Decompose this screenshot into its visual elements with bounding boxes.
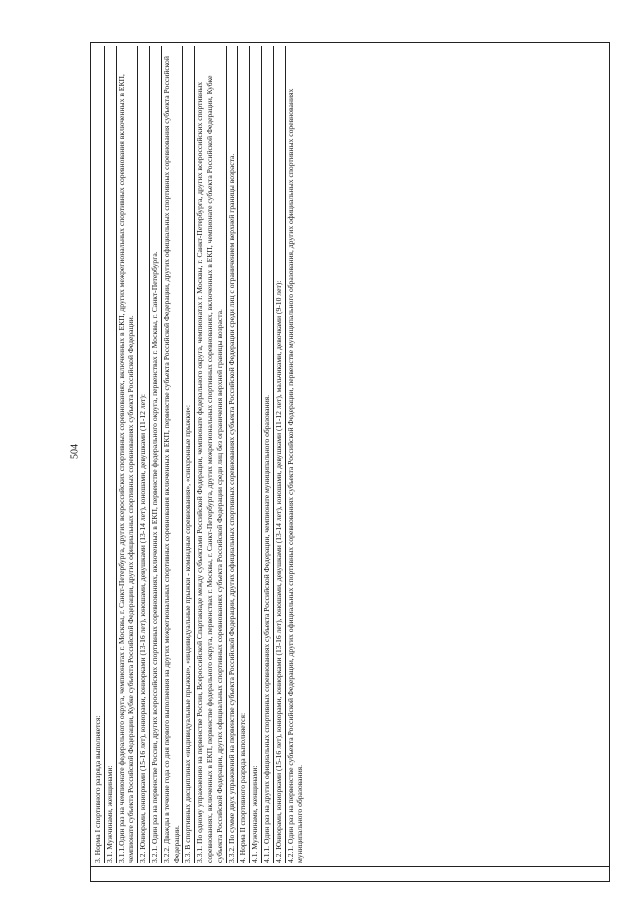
rotated-table-area xyxy=(90,42,610,882)
norms-table xyxy=(90,42,610,882)
table-row: 3.2. Юниорами, юниорками (15-16 лет), юниорами, юниорками (13-16 лет), юношами, девушками (13-14 лет), юношами, девушками (11-12 лет): xyxy=(138,46,150,863)
table-row: 3.3. В спортивных дисциплинах «индивидуальные прыжки», «индивидуальные прыжки - командные соревнования», «синхронные прыжки»: xyxy=(183,46,195,863)
table-content-column xyxy=(91,43,609,866)
table-row: 4.1. Мужчинами, женщинами: xyxy=(250,46,262,863)
table-row: 4. Норма II спортивного разряда выполняется: xyxy=(238,46,250,863)
table-row: 3.1. Мужчинами, женщинами: xyxy=(105,46,117,863)
table-row: 3.3.1. По одному упражнению на первенстве России, Всероссийской Спартакиаде между субъектами Российской Федерации, чемпионате федерального округа, чемпионатах г. Москвы, г. Санкт-Петербурга, других всероссийских спортивных соревнованиях, включенных в ЕКП, первенстве федерального округа, первенствах г. Москвы, г. Санкт-Петербурга, других межрегиональных спортивных соревнованиях, включенных в ЕКП, чемпионате субъекта Российской Федерации, Кубке субъекта Российской Федерации, других официальных спортивных соревнованиях субъекта Российской Федерации среди лиц без ограничения верхней границы возраста. xyxy=(195,46,226,863)
table-row: 4.2.1. Один раз на первенстве субъекта Российской Федерации, других официальных спортивных соревнованиях субъекта Российской Федерации, первенстве муниципального образования, других официальных спортивных соревнованиях муниципального образования. xyxy=(285,88,305,863)
table-row: 4.1.1. Один раз на других официальных спортивных соревнованиях субъекта Российской Федерации, чемпионате муниципального образования. xyxy=(262,46,274,863)
table-row: 3.3.2. По сумме двух упражнений на первенстве субъекта Российской Федерации, других официальных спортивных соревнованиях субъекта Российской Федерации среди лиц с ограничением верхней границы возраста. xyxy=(227,46,239,863)
table-row: 4.2. Юниорами, юниорками (15-16 лет), юниорами, юниорками (13-16 лет), юношами, девушками (13-14 лет), юношами, девушками (11-12 лет), мальчиками, девочками (9-10 лет): xyxy=(274,46,286,863)
table-stub-column xyxy=(91,866,609,881)
table-row: 3. Норма I спортивного разряда выполняется: xyxy=(93,46,105,863)
table-row: 3.2.2. Дважды в течение года со дня первого выполнения на других межрегиональных спортивных соревнования включенных в ЕКП, первенстве субъекта Российской Федерации, других официальных спортивных соревнования субъекта Российской Федерации. xyxy=(162,46,184,863)
table-row: 3.1.1.Один раз на чемпионате федерального округа, чемпионатах г. Москвы, г. Санкт-Петербурга, других всероссийских спортивных соревнованиях, включенных в ЕКП, других межрегиональных спортивных соревнования включенных в ЕКП, чемпионате субъекта Российской Федерации, Кубке субъекта Российской Федерации, других официальных спортивных соревнованиях субъекта Российской Федерации. xyxy=(117,46,139,863)
table-row: 3.2.1. Один раз на первенстве России, других всероссийских спортивных соревнованиях, включенных в ЕКП, первенстве федерального округа, первенствах г. Москвы, г. Санкт-Петербурга. xyxy=(150,46,162,863)
page-number: 504 xyxy=(69,444,81,459)
